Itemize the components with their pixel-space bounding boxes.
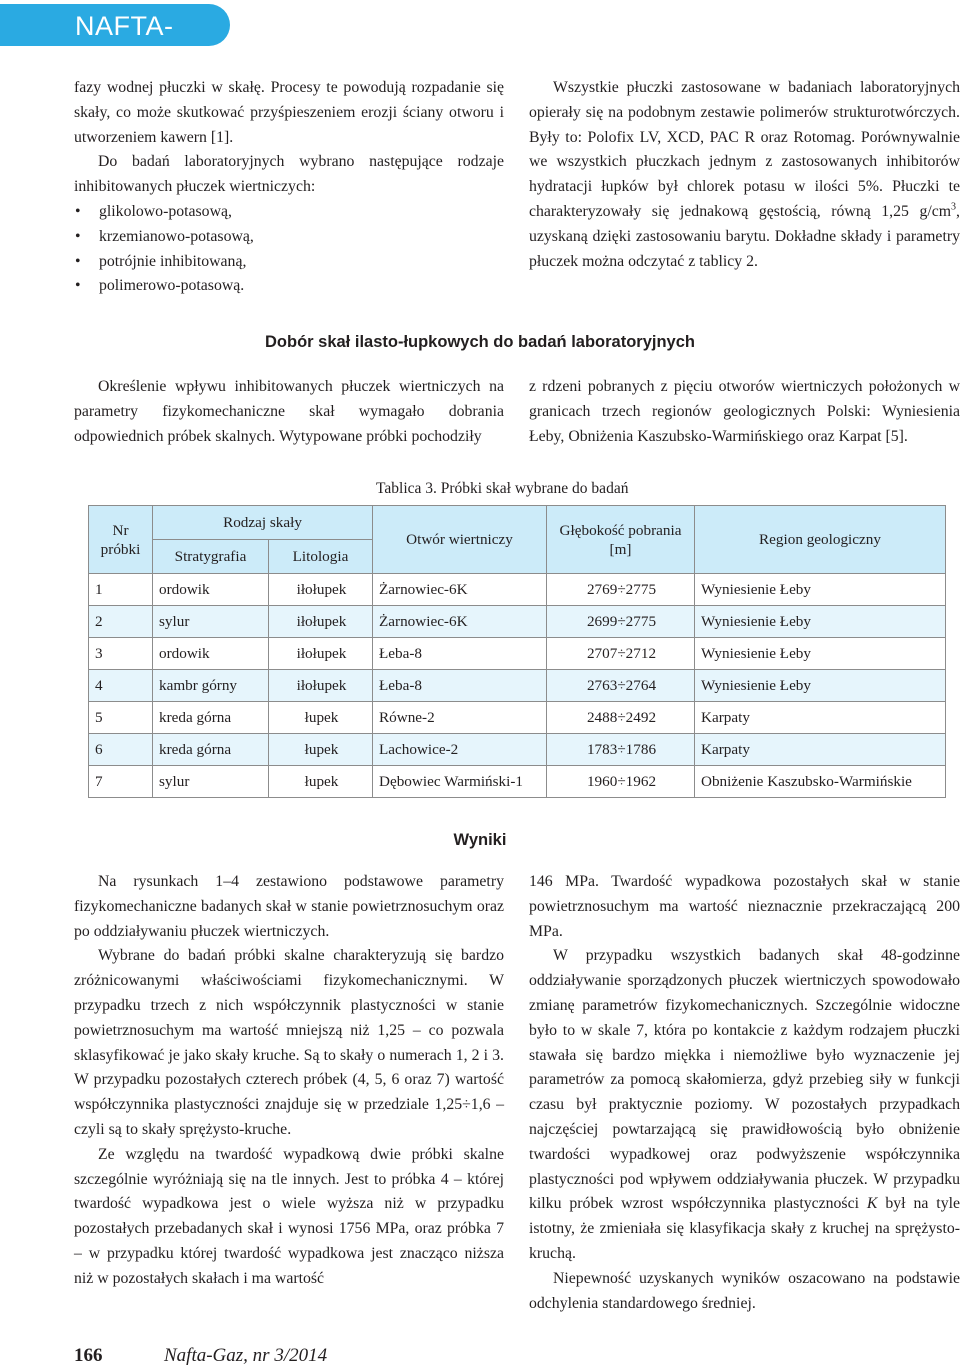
cell-stratigraphy: kreda górna — [153, 734, 269, 766]
cell-depth: 2488÷2492 — [547, 702, 695, 734]
section1-right-paragraph: z rdzeni pobranych z pięciu otworów wiertniczych położonych w granicach trzech regionów geologicznych Polski: Wyniesienia Łeby, Obniżenia Kaszubsko-Warmińskiego oraz Karpat [5]. — [529, 378, 960, 445]
cell-nr: 3 — [89, 638, 153, 670]
header-stratigraphy: Stratygrafia — [153, 540, 269, 574]
intro-right-text-start: Wszystkie płuczki zastosowane w badaniach laboratoryjnych opierały się na podobnym zestawie polimerów strukturotwórczych. Były to: Polofix LV, XCD, PAC R oraz Rotomag. Porównywalnie we wszystkich płuczkach jednym z zastosowanych inhibitorów hydratacji łupków był chlorek potasu w ilości 5%. Płuczki te charakteryzowały się jednakową gęstością, równą 1,25 g/cm — [529, 79, 960, 220]
results-left-paragraph-1: Na rysunkach 1–4 zestawiono podstawowe parametry fizykomechaniczne badanych skał w stanie powietrznosuchym oraz po oddziaływaniu płuczek wiertniczych. — [74, 873, 504, 940]
results-left-column — [74, 870, 504, 1292]
section1-left-paragraph: Określenie wpływu inhibitowanych płuczek wiertniczych na parametry fizykomechaniczne skał wymagało dobrania odpowiednich próbek skalnych. Wytypowane próbki pochodziły — [74, 378, 504, 445]
cell-stratigraphy: kambr górny — [153, 670, 269, 702]
cell-borehole: Żarnowiec-6K — [373, 606, 547, 638]
intro-right-column — [529, 76, 960, 274]
cell-region: Obniżenie Kaszubsko-Warmińskie — [695, 766, 946, 798]
section-heading-results: Wyniki — [453, 831, 507, 849]
header-brand-tab — [0, 4, 230, 72]
cell-stratigraphy: sylur — [153, 606, 269, 638]
cell-region: Wyniesienie Łeby — [695, 638, 946, 670]
intro-paragraph-2: Do badań laboratoryjnych wybrano następujące rodzaje inhibitowanych płuczek wiertniczych: — [74, 153, 504, 196]
list-item: • krzemianowo-potasową, — [74, 225, 504, 250]
section1-left-column — [74, 375, 504, 449]
cell-depth: 1783÷1786 — [547, 734, 695, 766]
page-footer — [74, 1345, 328, 1367]
cell-nr: 6 — [89, 734, 153, 766]
cell-borehole: Łeba-8 — [373, 670, 547, 702]
cell-depth: 2763÷2764 — [547, 670, 695, 702]
cell-borehole: Lachowice-2 — [373, 734, 547, 766]
brand-title: NAFTA-GAZ — [75, 11, 174, 72]
header-borehole: Otwór wiertniczy — [373, 506, 547, 574]
superscript: 3 — [951, 201, 957, 213]
results-right-text-a: W przypadku wszystkich badanych skał 48-godzinne oddziaływanie sporządzonych płuczek wiertniczych spowodowało zmianę parametrów fizykomechanicznych. Szczególnie widoczne było to w skale 7, która po kontakcie z każdym rodzajem płuczki stawała się bardzo miękka i niemożliwe było wyznaczenie jej parametrów za pomocą skałomierza, gdyż przebieg siły w funkcji czasu był praktycznie poziomy. W pozostałych przypadkach najczęściej powtarzającą się prawidłowością było obniżenie twardości wypadkowej oraz podwyższenie współczynnika plastyczności pod wpływem oddziaływania płuczek. W przypadku kilku próbek wzrost współczynnika plastyczności — [529, 947, 960, 1213]
header-rock-type: Rodzaj skały — [153, 506, 373, 540]
results-left-paragraph-2: Wybrane do badań próbki skalne charakteryzują się bardzo zróżnicowanymi właściwościami fizykomechanicznymi. W przypadku trzech z nich współczynnik plastyczności w stanie powietrznosuchym ma wartość mniejszą niż 1,25 – co pozwala sklasyfikować je jako skały kruche. Są to skały o numerach 1, 2 i 3. W przypadku pozostałych czterech próbek (4, 5, 6 oraz 7) wartość współczynnika plastyczności znajduje się w przedziale 1,25÷1,6 – czyli są to skały sprężysto-kruche. — [74, 947, 504, 1138]
results-right-paragraph-3: Niepewność uzyskanych wyników oszacowano na podstawie odchylenia standardowego średniej. — [529, 1269, 960, 1312]
table-row — [89, 734, 946, 766]
table-row — [89, 766, 946, 798]
list-item: • glikolowo-potasową, — [74, 200, 504, 225]
cell-stratigraphy: ordowik — [153, 638, 269, 670]
table-row — [89, 574, 946, 606]
cell-lithology: łupek — [269, 734, 373, 766]
page-number: 166 — [74, 1345, 103, 1366]
cell-region: Wyniesienie Łeby — [695, 606, 946, 638]
cell-region: Wyniesienie Łeby — [695, 574, 946, 606]
list-item: • polimerowo-potasową. — [74, 274, 504, 299]
intro-right-paragraph — [529, 76, 960, 274]
cell-stratigraphy: sylur — [153, 766, 269, 798]
results-right-paragraph-1: 146 MPa. Twardość wypadkowa pozostałych skał w stanie powietrznosuchym ma wartość nieznacznie przekraczającą 200 MPa. — [529, 873, 960, 940]
cell-lithology: łupek — [269, 766, 373, 798]
section1-right-column — [529, 375, 960, 449]
cell-borehole: Równe-2 — [373, 702, 547, 734]
results-right-column — [529, 870, 960, 1316]
header-depth: Głębokość pobrania [m] — [547, 506, 695, 574]
cell-borehole: Żarnowiec-6K — [373, 574, 547, 606]
cell-lithology: iłołupek — [269, 574, 373, 606]
cell-depth: 2769÷2775 — [547, 574, 695, 606]
cell-nr: 2 — [89, 606, 153, 638]
table-row — [89, 670, 946, 702]
cell-region: Karpaty — [695, 702, 946, 734]
mud-type-list — [74, 200, 504, 299]
cell-depth: 1960÷1962 — [547, 766, 695, 798]
cell-lithology: iłołupek — [269, 670, 373, 702]
journal-issue: Nafta-Gaz, nr 3/2014 — [164, 1345, 328, 1366]
cell-nr: 5 — [89, 702, 153, 734]
cell-region: Wyniesienie Łeby — [695, 670, 946, 702]
cell-borehole: Dębowiec Warmiński-1 — [373, 766, 547, 798]
table-caption: Tablica 3. Próbki skał wybrane do badań — [376, 480, 629, 497]
rock-samples-table — [88, 505, 946, 798]
cell-lithology: iłołupek — [269, 638, 373, 670]
intro-left-column — [74, 76, 504, 299]
results-left-paragraph-3: Ze względu na twardość wypadkową dwie próbki skalne szczególnie wyróżniają się na tle innych. Jest to próbka 4 – której twardość wypadkowa jest o wiele wyższa niż w przypadku pozostałych przebadanych skał i wynosi 1756 MPa, oraz próbka 7 – w przypadku której twardość wypadkowa jest znacząco niższa niż w pozostałych skałach i ma wartość — [74, 1145, 504, 1287]
table-row — [89, 606, 946, 638]
results-right-paragraph-2 — [529, 944, 960, 1266]
symbol-k: K — [866, 1195, 878, 1213]
table-row — [89, 638, 946, 670]
cell-lithology: łupek — [269, 702, 373, 734]
cell-depth: 2707÷2712 — [547, 638, 695, 670]
intro-paragraph-1: fazy wodnej płuczki w skałę. Procesy te powodują rozpadanie się skały, co może skutkować przyśpieszeniem erozji ściany otworu i utworzeniem kawern [1]. — [74, 79, 504, 146]
header-region: Region geologiczny — [695, 506, 946, 574]
intro-right-text-end: , uzyskaną dzięki zastosowaniu barytu. Dokładne składy i parametry płuczek można odczytać z tablicy 2. — [529, 202, 960, 270]
cell-region: Karpaty — [695, 734, 946, 766]
cell-stratigraphy: ordowik — [153, 574, 269, 606]
results-right-text-b: był na tyle istotny, że zmieniała się klasyfikacja skały z kruchej na sprężysto-kruchą. — [529, 1195, 960, 1262]
list-item: • potrójnie inhibitowaną, — [74, 250, 504, 275]
cell-nr: 7 — [89, 766, 153, 798]
cell-borehole: Łeba-8 — [373, 638, 547, 670]
section-heading-rock-selection: Dobór skał ilasto-łupkowych do badań laboratoryjnych — [265, 333, 695, 351]
cell-depth: 2699÷2775 — [547, 606, 695, 638]
cell-nr: 1 — [89, 574, 153, 606]
header-lithology: Litologia — [269, 540, 373, 574]
cell-stratigraphy: kreda górna — [153, 702, 269, 734]
cell-lithology: iłołupek — [269, 606, 373, 638]
cell-nr: 4 — [89, 670, 153, 702]
header-sample-number: Nr próbki — [89, 506, 153, 574]
table-row — [89, 702, 946, 734]
